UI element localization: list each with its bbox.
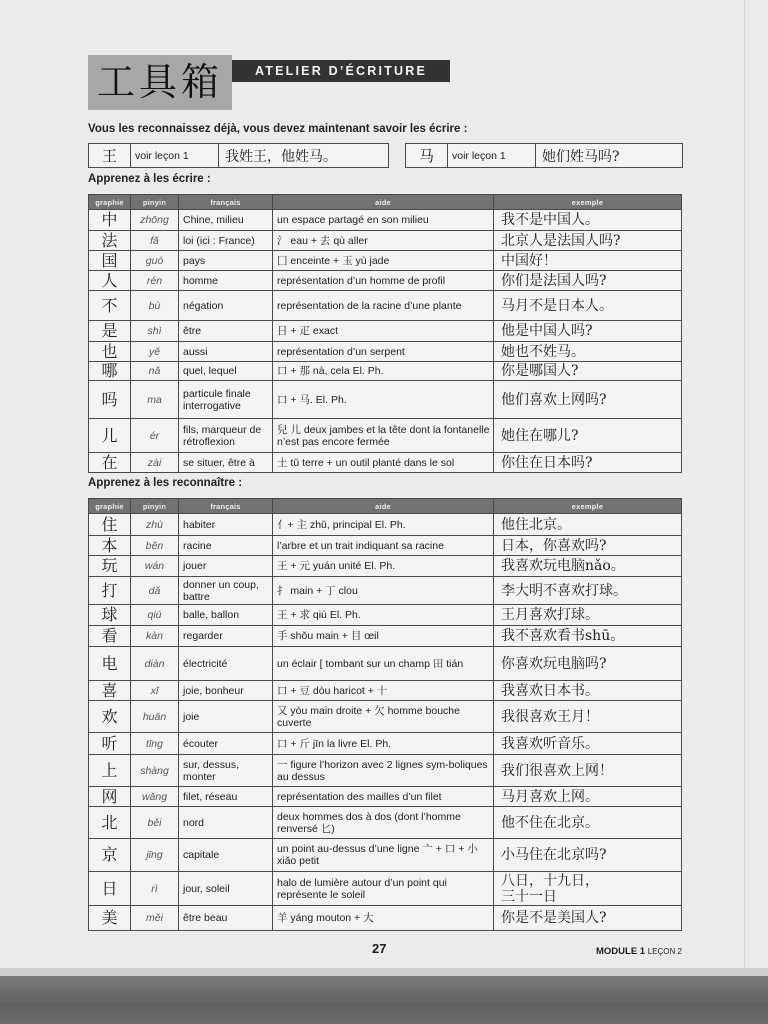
cell-graphie: 听 — [89, 733, 131, 755]
cell-aide: 一 figure l’horizon avec 2 lignes sym-boliques au dessus — [273, 755, 494, 787]
cell-francais: joie — [179, 701, 273, 733]
cell-francais: se situer, être à — [179, 453, 273, 473]
cell-francais: joie, bonheur — [179, 681, 273, 701]
cell-exemple: 我不喜欢看书shū。 — [494, 626, 682, 647]
cell-aide: 又 yòu main droite + 欠 homme bouche cuverte — [273, 701, 494, 733]
cell-francais: quel, lequel — [179, 362, 273, 381]
cell-graphie: 日 — [89, 872, 131, 906]
table-row — [89, 626, 682, 647]
page-number: 27 — [372, 941, 387, 956]
cell-graphie: 上 — [89, 755, 131, 787]
cell-francais: négation — [179, 291, 273, 321]
cell-pinyin: guó — [131, 251, 179, 271]
table-row — [89, 362, 682, 381]
column-header-pinyin: pinyin — [131, 499, 179, 514]
cell-aide: représentation de la racine d’une plante — [273, 291, 494, 321]
module-label: MODULE 1 — [596, 946, 646, 957]
cell-pinyin: tīng — [131, 733, 179, 755]
column-header-aide: aide — [273, 499, 494, 514]
cell-graphie: 网 — [89, 787, 131, 807]
cell-graphie: 北 — [89, 807, 131, 839]
cell-francais: balle, ballon — [179, 605, 273, 626]
section-heading-reconnaitre: Apprenez à les reconnaître : — [88, 477, 243, 489]
cell-exemple: 他住北京。 — [494, 514, 682, 536]
cell-graphie: 人 — [89, 271, 131, 291]
known-character-table — [405, 143, 683, 168]
cell-aide: 氵 eau + 去 qù aller — [273, 231, 494, 251]
cell-pinyin: rì — [131, 872, 179, 906]
table-row — [89, 536, 682, 556]
cell-pinyin: xǐ — [131, 681, 179, 701]
table-row — [89, 872, 682, 906]
column-header-exemple: exemple — [494, 499, 682, 514]
cell-pinyin: shàng — [131, 755, 179, 787]
cell-aide: l’arbre et un trait indiquant sa racine — [273, 536, 494, 556]
cell-francais: nord — [179, 807, 273, 839]
cell-aide: représentation des mailles d’un filet — [273, 787, 494, 807]
cell-francais: donner un coup, battre — [179, 577, 273, 605]
cell-aide: 王 + 元 yuán unité El. Ph. — [273, 556, 494, 577]
scan-edge-highlight — [0, 968, 768, 976]
cell-francais: capitale — [179, 839, 273, 872]
table-row — [406, 144, 683, 168]
cell-reference: voir leçon 1 — [448, 144, 536, 168]
cell-francais: particule finale interrogative — [179, 381, 273, 419]
cell-graphie: 本 — [89, 536, 131, 556]
cell-pinyin: nǎ — [131, 362, 179, 381]
column-header-pinyin: pinyin — [131, 195, 179, 210]
table-row — [89, 453, 682, 473]
column-header-francais: français — [179, 195, 273, 210]
cell-graphie: 不 — [89, 291, 131, 321]
cell-aide: 兒 儿 deux jambes et la tête dont la fontanelle n’est pas encore fermée — [273, 419, 494, 453]
cell-exemple: 小马住在北京吗? — [494, 839, 682, 872]
cell-aide: deux hommes dos à dos (dont l’homme renversé 匕) — [273, 807, 494, 839]
cell-pinyin: shì — [131, 321, 179, 342]
cell-aide: représentation d’un serpent — [273, 342, 494, 362]
cell-pinyin: huān — [131, 701, 179, 733]
cell-exemple: 你是哪国人? — [494, 362, 682, 381]
scan-bottom-band — [0, 976, 768, 1024]
cell-pinyin: zhù — [131, 514, 179, 536]
table-row — [89, 647, 682, 681]
cell-pinyin: qiú — [131, 605, 179, 626]
cell-francais: être beau — [179, 906, 273, 931]
table-row — [89, 291, 682, 321]
cell-graphie: 看 — [89, 626, 131, 647]
cell-aide: 日 + 疋 exact — [273, 321, 494, 342]
cell-exemple: 我喜欢日本书。 — [494, 681, 682, 701]
cell-pinyin: běn — [131, 536, 179, 556]
title-box — [88, 55, 232, 110]
cell-francais: sur, dessus, monter — [179, 755, 273, 787]
cell-francais: électricité — [179, 647, 273, 681]
cell-exemple: 我们很喜欢上网！ — [494, 755, 682, 787]
cell-graphie: 喜 — [89, 681, 131, 701]
cell-graphie: 在 — [89, 453, 131, 473]
cell-exemple: 他们喜欢上网吗? — [494, 381, 682, 419]
cell-francais: homme — [179, 271, 273, 291]
table-row — [89, 787, 682, 807]
table-row — [89, 577, 682, 605]
cell-exemple: 我姓王，他姓马。 — [219, 144, 389, 168]
cell-pinyin: diàn — [131, 647, 179, 681]
table-row — [89, 342, 682, 362]
cell-pinyin: yě — [131, 342, 179, 362]
cell-aide: 囗 enceinte + 玉 yù jade — [273, 251, 494, 271]
title-chinese: 工具箱 — [96, 60, 223, 104]
cell-exemple: 马月喜欢上网。 — [494, 787, 682, 807]
cell-graphie: 美 — [89, 906, 131, 931]
cell-exemple: 他不住在北京。 — [494, 807, 682, 839]
page-edge — [744, 0, 745, 968]
cell-pinyin: zhōng — [131, 210, 179, 231]
cell-exemple: 马月不是日本人。 — [494, 291, 682, 321]
lesson-label: LEÇON 2 — [647, 947, 682, 956]
cell-aide: 王 + 求 qiú El. Ph. — [273, 605, 494, 626]
table-row — [89, 419, 682, 453]
table-reconnaitre — [88, 498, 682, 931]
cell-aide: 口 + 那 nà, cela El. Ph. — [273, 362, 494, 381]
cell-graphie: 王 — [89, 144, 131, 168]
table-row — [89, 556, 682, 577]
cell-francais: aussi — [179, 342, 273, 362]
cell-graphie: 国 — [89, 251, 131, 271]
intro-heading: Vous les reconnaissez déjà, vous devez maintenant savoir les écrire : — [88, 123, 468, 135]
column-header-aide: aide — [273, 195, 494, 210]
table-ecrire — [88, 194, 682, 473]
cell-exemple: 你是不是美国人? — [494, 906, 682, 931]
cell-exemple: 八日，十九日， 三十一日 — [494, 872, 682, 906]
column-header-francais: français — [179, 499, 273, 514]
cell-pinyin: wán — [131, 556, 179, 577]
cell-graphie: 京 — [89, 839, 131, 872]
cell-pinyin: měi — [131, 906, 179, 931]
cell-aide: 口 + 豆 dòu haricot + 十 — [273, 681, 494, 701]
cell-pinyin: bù — [131, 291, 179, 321]
cell-pinyin: ma — [131, 381, 179, 419]
cell-exemple: 她也不姓马。 — [494, 342, 682, 362]
cell-graphie: 也 — [89, 342, 131, 362]
cell-exemple: 中国好！ — [494, 251, 682, 271]
cell-graphie: 吗 — [89, 381, 131, 419]
cell-exemple: 她们姓马吗? — [536, 144, 683, 168]
cell-pinyin: dǎ — [131, 577, 179, 605]
table-row — [89, 733, 682, 755]
cell-exemple: 我喜欢听音乐。 — [494, 733, 682, 755]
cell-exemple: 北京人是法国人吗? — [494, 231, 682, 251]
cell-francais: regarder — [179, 626, 273, 647]
cell-graphie: 玩 — [89, 556, 131, 577]
table-header-row — [89, 195, 682, 210]
cell-exemple: 她住在哪儿? — [494, 419, 682, 453]
cell-exemple: 你住在日本吗? — [494, 453, 682, 473]
cell-graphie: 欢 — [89, 701, 131, 733]
cell-aide: représentation d’un homme de profil — [273, 271, 494, 291]
cell-exemple: 我不是中国人。 — [494, 210, 682, 231]
cell-francais: jouer — [179, 556, 273, 577]
table-row — [89, 321, 682, 342]
table-row — [89, 839, 682, 872]
table-row — [89, 514, 682, 536]
cell-graphie: 哪 — [89, 362, 131, 381]
cell-graphie: 球 — [89, 605, 131, 626]
cell-graphie: 住 — [89, 514, 131, 536]
cell-graphie: 马 — [406, 144, 448, 168]
cell-aide: un espace partagé en son milieu — [273, 210, 494, 231]
table-row — [89, 681, 682, 701]
cell-graphie: 法 — [89, 231, 131, 251]
cell-aide: 口 + 马. El. Ph. — [273, 381, 494, 419]
cell-aide: un éclair [ tombant sur un champ 田 tián — [273, 647, 494, 681]
known-character-table — [88, 143, 389, 168]
table-row — [89, 251, 682, 271]
cell-exemple: 他是中国人吗? — [494, 321, 682, 342]
section-heading-ecrire: Apprenez à les écrire : — [88, 173, 211, 185]
table-row — [89, 231, 682, 251]
table-row — [89, 701, 682, 733]
cell-francais: Chine, milieu — [179, 210, 273, 231]
table-row — [89, 271, 682, 291]
cell-graphie: 儿 — [89, 419, 131, 453]
cell-pinyin: ér — [131, 419, 179, 453]
column-header-graphie: graphie — [89, 499, 131, 514]
cell-exemple: 李大明不喜欢打球。 — [494, 577, 682, 605]
cell-francais: être — [179, 321, 273, 342]
table-row — [89, 807, 682, 839]
cell-aide: 羊 yáng mouton + 大 — [273, 906, 494, 931]
cell-francais: loi (ici : France) — [179, 231, 273, 251]
cell-graphie: 打 — [89, 577, 131, 605]
cell-reference: voir leçon 1 — [131, 144, 219, 168]
cell-exemple: 我喜欢玩电脑nǎo。 — [494, 556, 682, 577]
table-row — [89, 381, 682, 419]
cell-pinyin: běi — [131, 807, 179, 839]
cell-pinyin: rén — [131, 271, 179, 291]
table-row — [89, 210, 682, 231]
cell-pinyin: kàn — [131, 626, 179, 647]
table-row — [89, 755, 682, 787]
module-lesson-label — [596, 946, 682, 957]
cell-aide: 土 tǔ terre + un outil planté dans le sol — [273, 453, 494, 473]
table-row — [89, 144, 389, 168]
title-atelier: ATELIER D’ÉCRITURE — [232, 60, 450, 82]
cell-graphie: 是 — [89, 321, 131, 342]
cell-pinyin: wǎng — [131, 787, 179, 807]
cell-francais: écouter — [179, 733, 273, 755]
cell-francais: pays — [179, 251, 273, 271]
cell-pinyin: jīng — [131, 839, 179, 872]
cell-exemple: 你们是法国人吗? — [494, 271, 682, 291]
cell-exemple: 王月喜欢打球。 — [494, 605, 682, 626]
cell-francais: jour, soleil — [179, 872, 273, 906]
cell-exemple: 我很喜欢王月！ — [494, 701, 682, 733]
cell-exemple: 你喜欢玩电脑吗? — [494, 647, 682, 681]
column-header-graphie: graphie — [89, 195, 131, 210]
cell-aide: 手 shǒu main + 目 œil — [273, 626, 494, 647]
cell-aide: 扌 main + 丁 clou — [273, 577, 494, 605]
cell-pinyin: fǎ — [131, 231, 179, 251]
cell-francais: fils, marqueur de rétroflexion — [179, 419, 273, 453]
table-row — [89, 906, 682, 931]
cell-francais: filet, réseau — [179, 787, 273, 807]
cell-aide: halo de lumière autour d’un point qui représente le soleil — [273, 872, 494, 906]
table-header-row — [89, 499, 682, 514]
cell-graphie: 电 — [89, 647, 131, 681]
cell-pinyin: zài — [131, 453, 179, 473]
cell-aide: un point au-dessus d’une ligne 亠 + 口 + 小 xiǎo petit — [273, 839, 494, 872]
cell-graphie: 中 — [89, 210, 131, 231]
column-header-exemple: exemple — [494, 195, 682, 210]
cell-francais: racine — [179, 536, 273, 556]
cell-aide: 口 + 斤 jīn la livre El. Ph. — [273, 733, 494, 755]
cell-exemple: 日本，你喜欢吗? — [494, 536, 682, 556]
cell-francais: habiter — [179, 514, 273, 536]
cell-aide: 亻+ 主 zhǔ, principal El. Ph. — [273, 514, 494, 536]
table-row — [89, 605, 682, 626]
